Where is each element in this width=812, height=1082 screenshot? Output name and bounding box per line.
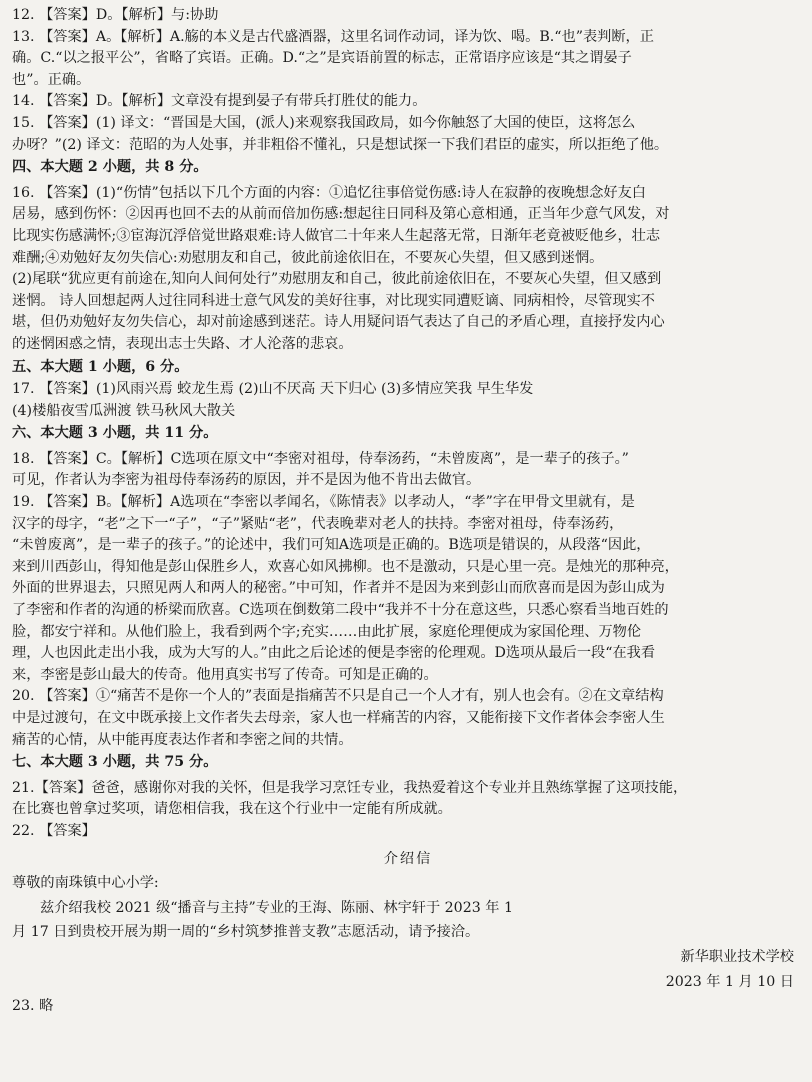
answer-16-line-1: 16. 【答案】(1)“伤情”包括以下几个方面的内容：①追忆往事倍觉伤感:诗人在寂静的夜晚想念好友白 [12, 184, 646, 201]
letter-date: 2023 年 1 月 10 日 [665, 973, 794, 990]
answer-19-line-4: 来到川西彭山，得知他是彭山保胜乡人，欢喜心如风拂柳。也不是激动，只是心里一亮。是烛光的那种亮， [12, 558, 679, 575]
answer-16-line-7: 堪，但仍劝勉好友勿失信心，却对前途感到迷茫。诗人用疑问语气表达了自己的矛盾心理，直接抒发内心 [12, 314, 665, 331]
section-5-heading: 五、本大题 1 小题，6 分。 [12, 358, 189, 375]
answer-16-line-4: 难酬;④劝勉好友勿失信心:劝慰朋友和自己，彼此前途依旧在，不要灰心失望，但又感到迷惘。 [12, 249, 604, 266]
letter-body-line-2: 月 17 日到贵校开展为期一周的“乡村筑梦推普支教”志愿活动，请予接洽。 [12, 924, 480, 941]
answer-14: 14. 【答案】D。【解析】文章没有提到晏子有带兵打胜仗的能力。 [12, 93, 427, 110]
introduction-letter [12, 849, 804, 994]
answer-16-line-8: 的迷惘困惑之情，表现出志士失路、才人沦落的悲哀。 [12, 335, 353, 352]
answer-15-line-1: 15. 【答案】(1) 译文：“晋国是大国，(派人)来观察我国政局，如今你触怒了大国的使臣，这将怎么 [12, 114, 636, 131]
answer-19-line-1: 19. 【答案】B。【解析】A选项在“李密以孝闻名，《陈情表》以孝动人，“孝”字在甲骨文里就有，是 [12, 494, 635, 511]
letter-signature: 新华职业技术学校 [680, 948, 794, 965]
answer-16-line-2: 居易，感到伤怀：②因再也回不去的从前而倍加伤感:想起往日同科及第心意相通，正当年少意气风发，对 [12, 206, 670, 223]
answer-19-line-8: 理，人也因此走出小我，成为大写的人。”由此之后论述的便是李密的伦理观。D选项从最后一段“在我看 [12, 645, 656, 662]
answer-12: 12. 【答案】D。【解析】与:协助 [12, 7, 219, 23]
answer-21-line-1: 21.【答案】爸爸，感谢你对我的关怀，但是我学习烹饪专业，我热爱着这个专业并且熟练掌握了这项技能， [12, 779, 688, 796]
answer-16-line-3: 比现实伤感满怀;③宦海沉浮倍觉世路艰难:诗人做官二十年来人生起落无常，日渐年老竟被贬他乡，壮志 [12, 227, 661, 244]
answer-18-line-1: 18. 【答案】C。【解析】C选项在原文中“李密对祖母，侍奉汤药，“未曾废离”，是一辈子的孩子。” [12, 450, 629, 467]
answer-13-line-3: 也”。正确。 [12, 71, 91, 88]
answer-key-content [12, 5, 804, 1018]
answer-13-line-1: 13. 【答案】A。【解析】A.觞的本义是古代盛酒器，这里名词作动词，译为饮、喝。B.“也”表判断，正 [12, 28, 654, 45]
answer-17-line-2: (4)楼船夜雪瓜洲渡 铁马秋风大散关 [12, 402, 236, 419]
section-6-heading: 六、本大题 3 小题，共 11 分。 [12, 425, 218, 442]
letter-body-line-1: 兹介绍我校 2021 级“播音与主持”专业的王海、陈丽、林宇轩于 2023 年 1 [40, 899, 513, 916]
answer-20-line-1: 20. 【答案】①“痛苦不是你一个人的”表面是指痛苦不只是自己一个人才有，别人也会有。②在文章结构 [12, 688, 664, 705]
answer-23: 23. 略 [12, 998, 54, 1015]
answer-17-line-1: 17. 【答案】(1)风雨兴焉 蛟龙生焉 (2)山不厌高 天下归心 (3)多情应笑我 早生华发 [12, 381, 534, 398]
answer-21-line-2: 在比赛也曾拿过奖项，请您相信我，我在这个行业中一定能有所成就。 [12, 801, 452, 818]
answer-15-line-2: 办呀？”(2) 译文：范昭的为人处事，并非粗俗不懂礼，只是想试探一下我们君臣的虚实，所以拒绝了他。 [12, 136, 669, 153]
letter-salutation: 尊敬的南珠镇中心小学: [12, 875, 159, 892]
answer-19-line-2: 汉字的母字，“老”之下一“子”，“子”紧贴“老”，代表晚辈对老人的扶持。李密对祖母，侍奉汤药， [12, 515, 624, 532]
answer-19-line-9: 来，李密是彭山最大的传奇。他用真实书写了传奇。可知是正确的。 [12, 666, 438, 683]
answer-19-line-6: 了李密和作者的沟通的桥梁而欣喜。C选项在倒数第二段中“我并不十分在意这些，只悉心察看当地百姓的 [12, 602, 669, 619]
answer-13-line-2: 确。C.“以之报平公”，省略了宾语。正确。D.“之”是宾语前置的标志，正常语序应该是“其之谓晏子 [12, 50, 632, 67]
answer-16-line-5: (2)尾联“犹应更有前途在,知向人间何处行”劝慰朋友和自己，彼此前途依旧在，不要灰心失望，但又感到 [12, 271, 662, 288]
answer-20-line-3: 痛苦的心情，从中能再度表达作者和李密之间的共情。 [12, 731, 353, 748]
answer-20-line-2: 中是过渡句，在文中既承接上文作者失去母亲，家人也一样痛苦的内容，又能衔接下文作者体会李密人生 [12, 710, 665, 726]
answer-22: 22. 【答案】 [12, 822, 96, 839]
section-4-heading: 四、本大题 2 小题，共 8 分。 [12, 159, 208, 176]
letter-title: 介绍信 [383, 850, 433, 867]
answer-19-line-7: 脸，都安宁祥和。从他们脸上，我看到两个字;充实……由此扩展，家庭伦理便成为家国伦理、万物伦 [12, 623, 642, 640]
answer-19-line-5: 外面的世界退去，只照见两人和两人的秘密。”中可知，作者并不是因为来到彭山而欣喜而是因为彭山成为 [12, 580, 665, 597]
answer-16-line-6: 迷惘。 诗人回想起两人过往同科进士意气风发的美好往事，对比现实同遭贬谪、同病相怜，尽管现实不 [12, 292, 655, 309]
answer-19-line-3: “未曾废离”，是一辈子的孩子。”的论述中，我们可知A选项是正确的。B选项是错误的，从段落“因此， [12, 537, 651, 554]
answer-18-line-2: 可见，作者认为李密为祖母侍奉汤药的原因，并不是因为他不肯出去做官。 [12, 472, 481, 489]
section-7-heading: 七、本大题 3 小题，共 75 分。 [12, 754, 218, 771]
